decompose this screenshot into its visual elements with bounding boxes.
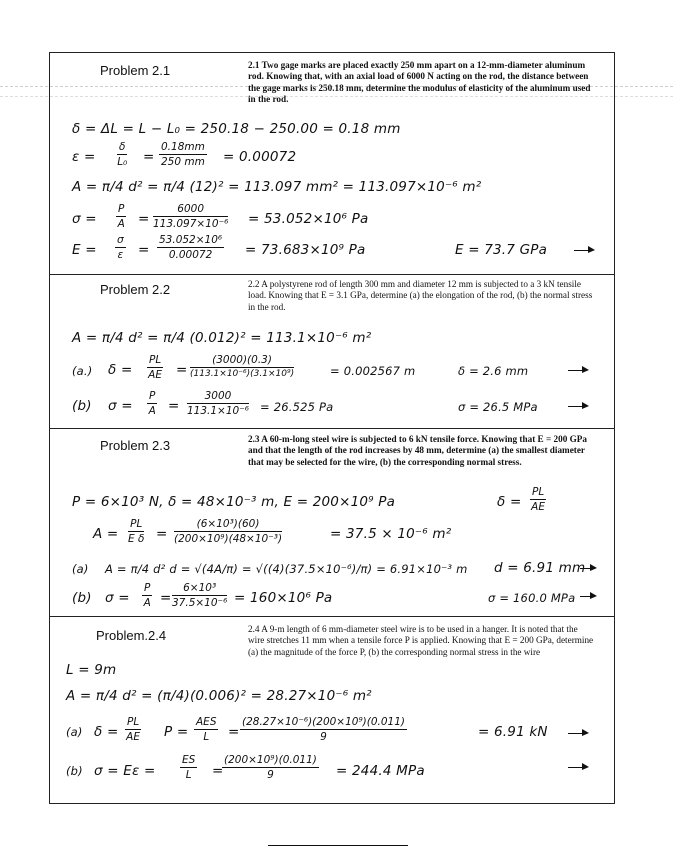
equals-sign: = — [156, 526, 168, 542]
elongation-result: = 0.002567 m — [330, 364, 416, 378]
formula-fraction: $\frac{PL}{AE}$ — [531, 486, 545, 513]
final-answer: E = 73.7 GPa — [455, 242, 548, 258]
force-fraction-numeric: $\frac{\text{(28.27×10⁻⁶)(200×10⁹)(0.011)}}{9}$ — [242, 716, 406, 743]
given-line: P = 6×10³ N, δ = 48×10⁻³ m, E = 200×10⁹ Pa — [72, 494, 396, 510]
equals-sign: = — [176, 362, 188, 378]
answer-arrow-icon — [578, 589, 598, 601]
stress-result: = 26.525 Pa — [260, 400, 334, 414]
force-fraction-symbolic: AES L — [196, 716, 217, 743]
problem-statement: 2.3 A 60-m-long steel wire is subjected to 6 kN tensile force. Knowing that E = 200 GPa and that the length of the rod increases by 48 mm, determine (a) the smallest diameter that may be selected for the wire, (b) the corresponding normal stress. — [248, 434, 587, 467]
area-result: = 37.5 × 10⁻⁶ m² — [330, 526, 452, 542]
answer-b: σ = 26.5 MPa — [458, 400, 538, 414]
answer-arrow-icon — [566, 363, 590, 375]
stress-fraction-symbolic: $\frac{ES}{L}$ — [182, 754, 196, 781]
part-label: (a.) — [72, 364, 93, 378]
answer-arrow-icon — [578, 561, 598, 573]
stress-result: = 53.052×10⁶ Pa — [248, 211, 369, 227]
elongation-fraction-numeric: $\frac{(3000)(0.3)}{\text{(113.1×10⁻⁶)(3.1×10⁹)}}$ — [190, 354, 295, 379]
elongation-fraction-symbolic: $\frac{PL}{AE}$ — [148, 354, 162, 381]
equals-sign: = — [143, 149, 155, 165]
stress-fraction-symbolic: $\frac{P}{A}$ — [148, 390, 156, 417]
stress-lhs: σ = — [72, 211, 97, 227]
part-label: (b) — [72, 398, 92, 414]
stress-fraction-numeric: $\frac{\text{6×10³}}{\text{37.5×10⁻⁶}}$ — [172, 582, 228, 609]
answer-a: δ = 2.6 mm — [458, 364, 529, 378]
problem-statement: 2.1 Two gage marks are placed exactly 250 mm apart on a 12-mm-diameter aluminum rod. Knowing that, with an axial load of 6000 N acting on the rod, the distance between the gage marks is 250.18 mm, determine the modulus of elasticity of the aluminum used in the rod. — [248, 60, 591, 104]
stress-lhs: σ = — [105, 590, 130, 606]
equals-sign: = — [168, 398, 180, 414]
problem-statement: 2.2 A polystyrene rod of length 300 mm and diameter 12 mm is subjected to a 3 kN tensile load. Knowing that E = 3.1 GPa, determine (a) the elongation of the rod, (b) the normal stress in the rod. — [248, 279, 593, 312]
stress-result: = 244.4 MPa — [336, 763, 425, 779]
problem-statement: 2.4 A 9-m length of 6 mm-diameter steel wire is to be used in a hanger. It is noted that the wire stretches 11 mm when a tensile force P is applied. Knowing that E = 200 GPa, determine (a) the magnitude of the force P, (b) the corresponding normal stress in the wire — [248, 624, 594, 657]
modulus-fraction-numeric: $\frac{\text{53.052×10⁶}}{0.00072}$ — [159, 234, 223, 261]
strain-fraction-symbolic: $\frac{\delta}{\text{L₀}}$ — [117, 141, 128, 168]
answer-arrow-icon — [566, 399, 590, 411]
strain-fraction-numeric: $\frac{0.18mm}{250 mm}$ — [161, 141, 205, 168]
stress-fraction-symbolic: $\frac{P}{A}$ — [117, 203, 125, 230]
formula-lhs: δ = — [497, 494, 522, 510]
diameter-line: A = π/4 d² d = √(4A/π) = √((4)(37.5×10⁻⁶)/π) = 6.91×10⁻³ m — [105, 562, 468, 576]
problem-title: Problem.2.4 — [96, 628, 167, 643]
problem-title: Problem 2.1 — [100, 63, 171, 78]
stress-result: = 160×10⁶ Pa — [234, 590, 333, 606]
part-label: (b) — [72, 590, 92, 606]
answer-a: d = 6.91 mm — [494, 560, 586, 576]
stress-fraction-numeric: $\frac{\text{(200×10⁹)(0.011)}}{9}$ — [224, 754, 317, 781]
part-label: (b) — [66, 764, 83, 778]
length-line: L = 9m — [66, 662, 117, 678]
strain-delta-line: δ = ΔL = L − L₀ = 250.18 − 250.00 = 0.18 mm — [72, 121, 401, 137]
strain-result: = 0.00072 — [223, 149, 297, 165]
equals-sign: = — [228, 724, 240, 740]
equals-sign: = — [160, 590, 172, 606]
problem-title: Problem 2.2 — [100, 282, 171, 297]
force-lhs: P = — [164, 724, 189, 740]
area-line: A = π/4 d² = π/4 (0.012)² = 113.1×10⁻⁶ m² — [72, 330, 372, 346]
stress-fraction-numeric: $\frac{6000}{\text{113.097×10⁻⁶}}$ — [153, 203, 229, 230]
elongation-fraction: $\frac{PL}{AE}$ — [126, 716, 140, 743]
area-fraction-symbolic: $\frac{PL}{\text{E δ}}$ — [128, 518, 145, 545]
stress-lhs: σ = Eε = — [94, 763, 156, 779]
modulus-fraction-symbolic: $\frac{\sigma}{\varepsilon}$ — [117, 234, 124, 261]
answer-arrow-icon — [572, 243, 596, 255]
equals-sign: = — [212, 763, 224, 779]
force-result: = 6.91 kN — [478, 724, 548, 740]
modulus-lhs: E = — [72, 242, 97, 258]
part-label: (a) — [72, 562, 89, 576]
elongation-lhs: δ = — [94, 724, 119, 740]
strain-lhs: ε = — [72, 149, 96, 165]
problem-title: Problem 2.3 — [100, 438, 171, 453]
footer-rule — [268, 845, 408, 846]
section-divider — [49, 428, 615, 429]
area-lhs: A = — [93, 526, 119, 542]
stress-fraction-numeric: $\frac{3000}{\text{113.1×10⁻⁶}}$ — [187, 390, 249, 417]
answer-b: σ = 160.0 MPa — [488, 591, 576, 605]
equals-sign: = — [138, 211, 150, 227]
equals-sign: = — [138, 242, 150, 258]
answer-arrow-icon — [566, 760, 590, 772]
section-divider — [49, 616, 615, 617]
stress-fraction-symbolic: $\frac{P}{A}$ — [143, 582, 151, 609]
stress-lhs: σ = — [108, 398, 133, 414]
modulus-result: = 73.683×10⁹ Pa — [245, 242, 366, 258]
section-divider — [49, 274, 615, 275]
area-fraction-numeric: $\frac{\text{(6×10³)(60)}}{\text{(200×10⁹)(48×10⁻³)}}$ — [174, 518, 283, 545]
answer-arrow-icon — [566, 726, 590, 738]
part-label: (a) — [66, 725, 83, 739]
elongation-lhs: δ = — [108, 362, 133, 378]
area-line: A = π/4 d² = π/4 (12)² = 113.097 mm² = 113.097×10⁻⁶ m² — [72, 179, 482, 195]
area-line: A = π/4 d² = (π/4)(0.006)² = 28.27×10⁻⁶ m² — [66, 688, 372, 704]
